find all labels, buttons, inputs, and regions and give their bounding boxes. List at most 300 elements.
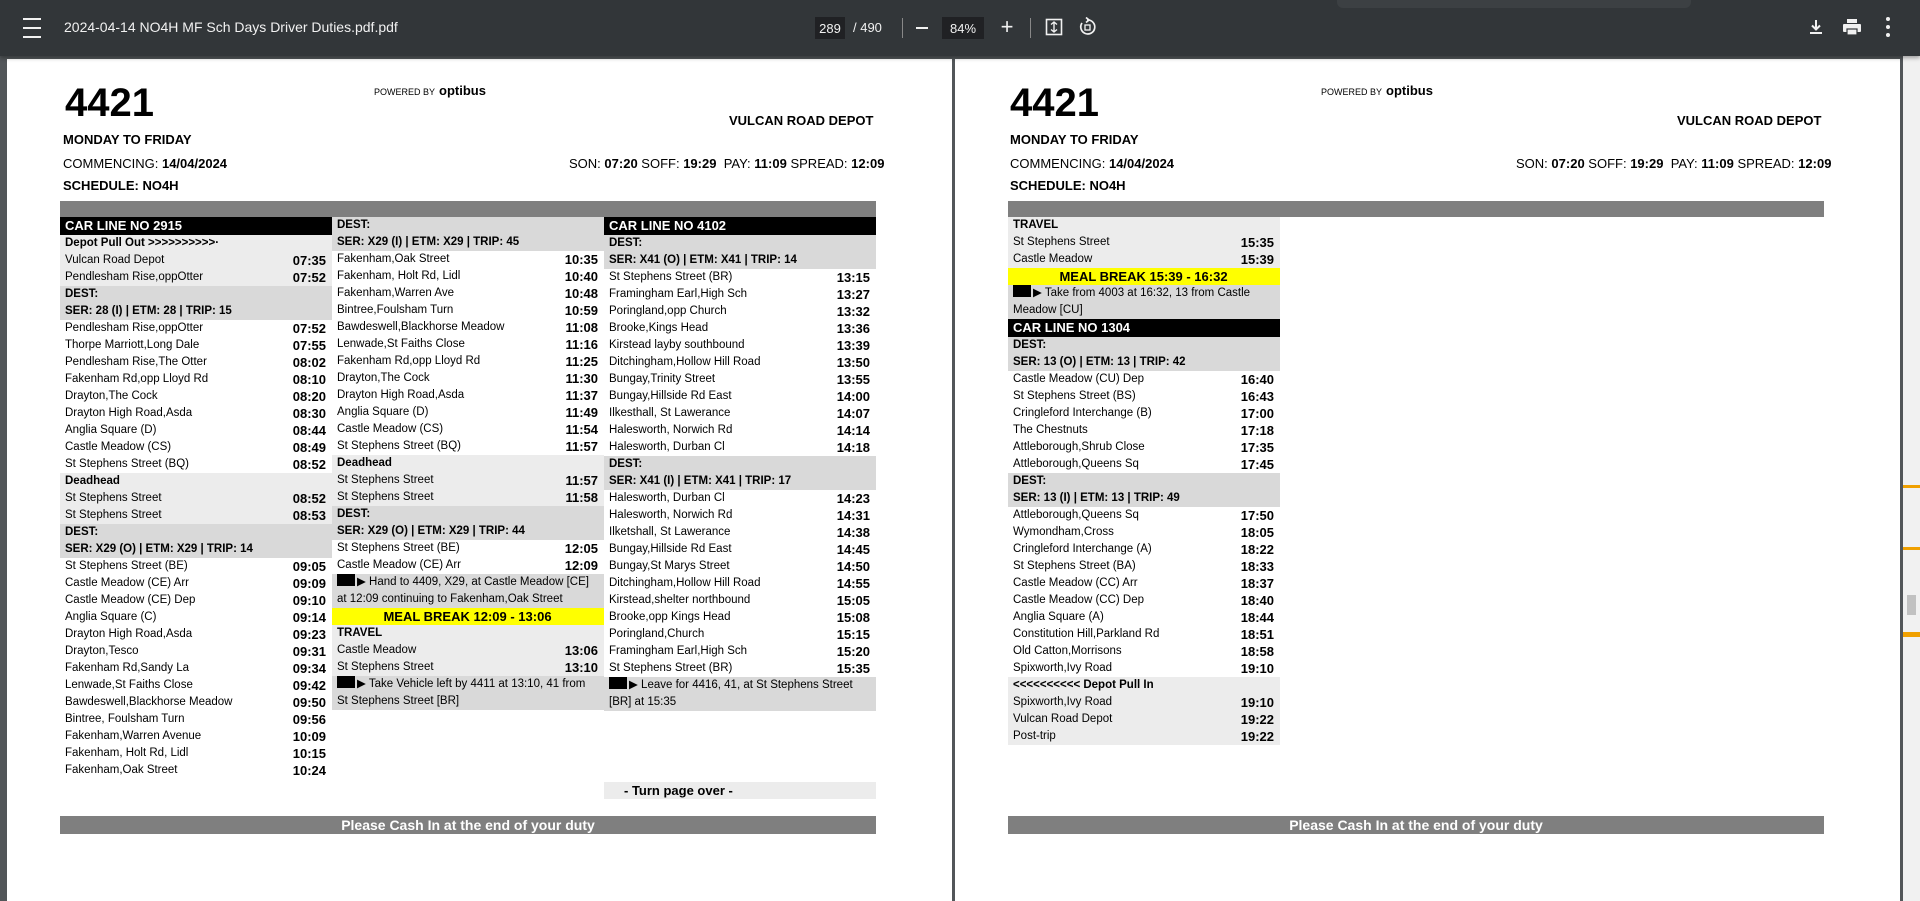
stop-name: DEST: [65, 526, 99, 538]
service-header [60, 286, 332, 303]
stop-time: 17:18 [1240, 423, 1274, 438]
timetable-row [1008, 694, 1280, 711]
stop-name: Drayton,The Cock [337, 372, 430, 384]
pdf-page [7, 59, 952, 901]
schedule-label: SCHEDULE: NO4H [63, 178, 179, 193]
stop-time: 09:14 [292, 610, 326, 625]
stop-time: 08:02 [292, 355, 326, 370]
header-bar [1008, 201, 1824, 217]
stop-time: 07:35 [292, 253, 326, 268]
stop-time: 14:14 [836, 423, 870, 438]
stop-time: 19:22 [1240, 712, 1274, 727]
stop-name: Bintree, Foulsham Turn [65, 713, 185, 725]
stop-name: DEST: [337, 219, 371, 231]
stop-time: 14:31 [836, 508, 870, 523]
timetable-row [604, 337, 876, 354]
timetable-row [604, 558, 876, 575]
timetable-row [332, 540, 604, 557]
stop-name: Castle Meadow (CS) [337, 423, 444, 435]
stop-name: Castle Meadow (CE) Arr [65, 577, 189, 589]
duty-column-2 [332, 217, 604, 710]
timetable-row [332, 489, 604, 506]
note-text: Leave for 4416, 41, at St Stephens Street [BR] at 15:35 [609, 679, 853, 708]
stop-name: Spixworth,Ivy Road [1013, 662, 1113, 674]
duty-column-1 [1008, 217, 1280, 745]
stop-time: 14:55 [836, 576, 870, 591]
stop-time: 18:40 [1240, 593, 1274, 608]
stop-time: 08:52 [292, 491, 326, 506]
stop-name: Castle Meadow (CE) Arr [337, 559, 461, 571]
timetable-row [60, 235, 332, 252]
pdf-page [955, 59, 1900, 901]
stop-name: Brooke,opp Kings Head [609, 611, 731, 623]
timetable-row [332, 353, 604, 370]
note-text: Hand to 4409, X29, at Castle Meadow [CE] at 12:09 continuing to Fakenham,Oak Street [337, 576, 589, 605]
stop-name: Framingham Earl,High Sch [609, 288, 748, 300]
more-icon[interactable] [1884, 17, 1892, 37]
rotate-icon[interactable] [1077, 17, 1097, 37]
timetable-row [332, 336, 604, 353]
timetable-row [332, 370, 604, 387]
zoom-input[interactable] [942, 17, 984, 39]
stop-name: Fakenham,Warren Avenue [65, 730, 202, 742]
page-total: / 490 [853, 20, 882, 35]
stop-name: Cringleford Interchange (A) [1013, 543, 1152, 555]
stop-name: Castle Meadow (CU) Dep [1013, 373, 1145, 385]
stop-time: 13:50 [836, 355, 870, 370]
stop-name: Anglia Square (A) [1013, 611, 1104, 623]
stop-time: 17:45 [1240, 457, 1274, 472]
car-line-header [1008, 319, 1280, 337]
stop-name: CAR LINE NO 2915 [65, 218, 183, 233]
stop-name: Fakenham Rd,opp Lloyd Rd [337, 355, 481, 367]
timetable-row [60, 558, 332, 575]
stop-name: Bungay,Trinity Street [609, 373, 716, 385]
stop-name: Attleborough,Shrub Close [1013, 441, 1145, 453]
stop-name: Pendlesham Rise,oppOtter [65, 271, 204, 283]
stop-time: 08:30 [292, 406, 326, 421]
stop-time: 13:36 [836, 321, 870, 336]
timetable-row [604, 575, 876, 592]
timetable-row [332, 472, 604, 489]
timetable-row [332, 319, 604, 336]
stop-name: Anglia Square (C) [65, 611, 157, 623]
scroll-marker [1903, 547, 1920, 550]
stop-name: Bungay,Hillside Rd East [609, 543, 732, 555]
timetable-row [332, 659, 604, 676]
stop-time: 07:55 [292, 338, 326, 353]
stop-time: 14:00 [836, 389, 870, 404]
stop-name: SER: 13 (I) | ETM: 13 | TRIP: 49 [1013, 492, 1180, 504]
timetable-row [332, 404, 604, 421]
timetable-row [604, 507, 876, 524]
stop-name: Spixworth,Ivy Road [1013, 696, 1113, 708]
stop-time: 11:58 [565, 490, 598, 505]
fit-page-icon[interactable] [1045, 18, 1063, 36]
stop-time: 12:09 [564, 558, 598, 573]
stop-time: 18:44 [1240, 610, 1274, 625]
timetable-row [604, 286, 876, 303]
timetable-row [332, 251, 604, 268]
zoom-out-icon[interactable] [912, 18, 932, 38]
service-header [1008, 490, 1280, 507]
schedule-label: SCHEDULE: NO4H [1010, 178, 1126, 193]
stop-time: 15:15 [836, 627, 870, 642]
timetable-row [604, 609, 876, 626]
stop-name: Constitution Hill,Parkland Rd [1013, 628, 1160, 640]
stop-time: 14:45 [836, 542, 870, 557]
stop-name: Bawdeswell,Blackhorse Meadow [65, 696, 233, 708]
service-header [1008, 337, 1280, 354]
timetable-row [1008, 507, 1280, 524]
stop-time: 18:22 [1240, 542, 1274, 557]
stop-time: 18:58 [1240, 644, 1274, 659]
stop-time: 11:54 [565, 422, 598, 437]
print-icon[interactable] [1842, 17, 1862, 37]
stop-name: SER: X41 (O) | ETM: X41 | TRIP: 14 [609, 254, 797, 266]
stop-name: SER: 28 (I) | ETM: 28 | TRIP: 15 [65, 305, 232, 317]
stop-name: CAR LINE NO 4102 [609, 218, 727, 233]
stop-name: Pendlesham Rise,oppOtter [65, 322, 204, 334]
commencing: COMMENCING: 14/04/2024 [63, 156, 228, 171]
header-bar [60, 201, 876, 217]
stop-time: 12:05 [564, 541, 598, 556]
depot-name: VULCAN ROAD DEPOT [729, 113, 874, 128]
stop-name: Ditchingham,Hollow Hill Road [609, 356, 761, 368]
commencing: COMMENCING: 14/04/2024 [1010, 156, 1175, 171]
stop-time: 15:39 [1240, 252, 1274, 267]
timetable-row [332, 268, 604, 285]
stop-name: Halesworth, Norwich Rd [609, 509, 733, 521]
stop-name: Fakenham Rd,Sandy La [65, 662, 190, 674]
stop-time: 11:57 [565, 439, 598, 454]
timetable-row [60, 643, 332, 660]
stop-name: St Stephens Street (BR) [609, 271, 733, 283]
powered-by: POWERED BY optibus [1321, 83, 1433, 98]
timetable-row [60, 439, 332, 456]
stop-time: 18:51 [1240, 627, 1274, 642]
document-title: 2024-04-14 NO4H MF Sch Days Driver Duties.pdf.pdf [64, 19, 398, 35]
stop-time: 13:15 [836, 270, 870, 285]
timetable-row [60, 252, 332, 269]
turn-page-note: - Turn page over - [604, 782, 876, 799]
timetable-row [604, 592, 876, 609]
stop-name: Halesworth, Durban Cl [609, 492, 725, 504]
stop-name: Halesworth, Norwich Rd [609, 424, 733, 436]
timetable-row [60, 422, 332, 439]
timetable-row [604, 490, 876, 507]
stop-name: Bungay,Hillside Rd East [609, 390, 732, 402]
stop-name: Bawdeswell,Blackhorse Meadow [337, 321, 505, 333]
zoom-in-icon[interactable]: + [1000, 14, 1014, 39]
timetable-row [60, 592, 332, 609]
timetable-row [60, 660, 332, 677]
stop-time: 09:10 [292, 593, 326, 608]
stop-time: 08:20 [292, 389, 326, 404]
stop-name: Anglia Square (D) [337, 406, 429, 418]
duty-column-3 [604, 217, 876, 711]
stop-name: Poringland,opp Church [609, 305, 727, 317]
stop-time: 11:16 [565, 337, 598, 352]
timetable-row [60, 337, 332, 354]
scrollbar[interactable] [1903, 56, 1920, 901]
stop-name: St Stephens Street [337, 474, 434, 486]
stop-name: DEST: [337, 508, 371, 520]
stop-time: 19:22 [1240, 729, 1274, 744]
timetable-row [60, 473, 332, 490]
stop-time: 09:31 [292, 644, 326, 659]
stop-time: 15:05 [836, 593, 870, 608]
stop-time: 11:08 [565, 320, 598, 335]
timetable-row [1008, 217, 1280, 234]
stop-time: 14:18 [836, 440, 870, 455]
stop-name: Halesworth, Durban Cl [609, 441, 725, 453]
timetable-row [1008, 456, 1280, 473]
stop-time: 10:59 [564, 303, 598, 318]
stop-time: 07:52 [292, 321, 326, 336]
stop-time: 13:10 [564, 660, 598, 675]
stop-name: Ilketshall, St Lawerance [609, 526, 731, 538]
timetable-row [332, 421, 604, 438]
timetable-row [1008, 422, 1280, 439]
car-line-header [60, 217, 332, 235]
car-line-header [604, 217, 876, 235]
stop-name: Drayton High Road,Asda [65, 628, 193, 640]
stop-name: Kirstead,shelter northbound [609, 594, 751, 606]
timetable-row [1008, 677, 1280, 694]
stop-time: 09:05 [292, 559, 326, 574]
arrow-icon [1013, 285, 1031, 297]
timetable-row [604, 626, 876, 643]
timetable-row [604, 354, 876, 371]
stop-time: 14:50 [836, 559, 870, 574]
timetable-row [60, 626, 332, 643]
stop-name: Drayton,Tesco [65, 645, 139, 657]
stop-name: MEAL BREAK 12:09 - 13:06 [383, 609, 552, 624]
stop-name: Drayton High Road,Asda [337, 389, 465, 401]
stop-time: 08:53 [292, 508, 326, 523]
stop-time: 08:52 [292, 457, 326, 472]
duty-column-1 [60, 217, 332, 779]
timetable-row [1008, 728, 1280, 745]
timetable-row [60, 507, 332, 524]
handover-note [332, 676, 604, 710]
timetable-row [1008, 541, 1280, 558]
stop-time: 14:38 [836, 525, 870, 540]
stop-time: 09:09 [292, 576, 326, 591]
stop-name: MEAL BREAK 15:39 - 16:32 [1059, 269, 1228, 284]
depot-name: VULCAN ROAD DEPOT [1677, 113, 1822, 128]
stop-name: Poringland,Church [609, 628, 705, 640]
timetable-row [604, 405, 876, 422]
stop-name: CAR LINE NO 1304 [1013, 320, 1131, 335]
stop-name: St Stephens Street [1013, 236, 1110, 248]
stop-time: 08:49 [292, 440, 326, 455]
stop-name: Wymondham,Cross [1013, 526, 1114, 538]
days-label: MONDAY TO FRIDAY [63, 132, 192, 147]
stop-time: 17:35 [1240, 440, 1274, 455]
stop-time: 11:57 [565, 473, 598, 488]
stop-name: Drayton,The Cock [65, 390, 158, 402]
service-header [1008, 473, 1280, 490]
service-header [60, 524, 332, 541]
timetable-row [1008, 643, 1280, 660]
timetable-row [1008, 660, 1280, 677]
pdf-toolbar [0, 0, 1920, 56]
stop-time: 07:52 [292, 270, 326, 285]
timetable-row [332, 557, 604, 574]
timetable-row [60, 388, 332, 405]
handover-note [332, 574, 604, 608]
stop-name: St Stephens Street [337, 491, 434, 503]
stop-name: Brooke,Kings Head [609, 322, 709, 334]
service-header [332, 523, 604, 540]
timetable-row [60, 269, 332, 286]
play-icon: ▶ [629, 679, 642, 691]
timetable-row [1008, 558, 1280, 575]
stop-time: 08:44 [292, 423, 326, 438]
stop-name: DEST: [1013, 339, 1047, 351]
stop-time: 10:24 [292, 763, 326, 778]
stop-time: 19:10 [1240, 695, 1274, 710]
timetable-row [604, 269, 876, 286]
stop-time: 18:37 [1240, 576, 1274, 591]
stop-name: Ditchingham,Hollow Hill Road [609, 577, 761, 589]
stop-time: 13:55 [836, 372, 870, 387]
duty-number: 4421 [1010, 81, 1099, 125]
timetable-row [60, 762, 332, 779]
stop-name: Ilkesthall, St Lawerance [609, 407, 731, 419]
stop-name: TRAVEL [337, 627, 383, 639]
stop-name: SER: X29 (O) | ETM: X29 | TRIP: 14 [65, 543, 253, 555]
stop-time: 10:35 [564, 252, 598, 267]
stop-name: DEST: [1013, 475, 1047, 487]
stop-time: 17:50 [1240, 508, 1274, 523]
stop-time: 09:23 [292, 627, 326, 642]
stop-time: 13:32 [836, 304, 870, 319]
stop-time: 16:40 [1240, 372, 1274, 387]
timetable-row [604, 643, 876, 660]
play-icon: ▶ [357, 678, 369, 690]
stop-name: Fakenham,Oak Street [337, 253, 450, 265]
stop-name: St Stephens Street (BA) [1013, 560, 1136, 572]
timetable-row [604, 320, 876, 337]
stop-name: DEST: [609, 237, 643, 249]
stop-name: Castle Meadow [1013, 253, 1093, 265]
stop-name: Bintree,Foulsham Turn [337, 304, 454, 316]
page-number-input[interactable] [815, 17, 845, 39]
timetable-row [60, 405, 332, 422]
timetable-row [332, 455, 604, 472]
stop-name: Castle Meadow (CC) Dep [1013, 594, 1145, 606]
stop-time: 18:33 [1240, 559, 1274, 574]
service-header [332, 234, 604, 251]
timetable-row [60, 728, 332, 745]
toolbar-divider [1030, 18, 1031, 38]
timetable-row [1008, 711, 1280, 728]
stop-time: 13:06 [564, 643, 598, 658]
timetable-row [332, 302, 604, 319]
timetable-row [60, 694, 332, 711]
timetable-row [1008, 234, 1280, 251]
stop-name: St Stephens Street (BQ) [337, 440, 462, 452]
stop-name: St Stephens Street (BS) [1013, 390, 1136, 402]
stop-time: 14:23 [836, 491, 870, 506]
stop-name: Fakenham, Holt Rd, Lidl [337, 270, 461, 282]
stop-name: Kirstead layby southbound [609, 339, 745, 351]
overlay-shadow [1337, 0, 1691, 8]
stop-name: Castle Meadow [337, 644, 417, 656]
timetable-row [332, 285, 604, 302]
timetable-row [604, 303, 876, 320]
timetable-row [604, 388, 876, 405]
stop-time: 18:05 [1240, 525, 1274, 540]
duty-times: SON: 07:20 SOFF: 19:29 PAY: 11:09 SPREAD: 12:09 [1516, 156, 1832, 171]
timetable-row [1008, 592, 1280, 609]
footer-bar: Please Cash In at the end of your duty [60, 816, 876, 834]
timetable-row [604, 422, 876, 439]
stop-name: Castle Meadow (CE) Dep [65, 594, 196, 606]
timetable-row [1008, 626, 1280, 643]
timetable-row [60, 456, 332, 473]
timetable-row [60, 320, 332, 337]
timetable-row [1008, 575, 1280, 592]
timetable-row [1008, 609, 1280, 626]
stop-name: Castle Meadow (CC) Arr [1013, 577, 1138, 589]
timetable-row [1008, 524, 1280, 541]
stop-name: Lenwade,St Faiths Close [337, 338, 465, 350]
stop-name: <<<<<<<<<< Depot Pull In [1013, 679, 1154, 691]
stop-time: 10:40 [564, 269, 598, 284]
menu-icon[interactable] [20, 18, 44, 38]
timetable-row [60, 354, 332, 371]
stop-name: TRAVEL [1013, 219, 1059, 231]
stop-name: Lenwade,St Faiths Close [65, 679, 193, 691]
timetable-row [332, 642, 604, 659]
stop-name: Bungay,St Marys Street [609, 560, 730, 572]
timetable-row [604, 541, 876, 558]
timetable-row [604, 371, 876, 388]
stop-time: 09:50 [292, 695, 326, 710]
download-icon[interactable] [1806, 17, 1826, 37]
arrow-icon [609, 677, 627, 689]
timetable-row [60, 371, 332, 388]
stop-time: 10:09 [292, 729, 326, 744]
stop-name: Deadhead [337, 457, 392, 469]
stop-time: 11:49 [565, 405, 598, 420]
stop-time: 11:30 [565, 371, 598, 386]
stop-time: 13:39 [836, 338, 870, 353]
stop-time: 09:56 [292, 712, 326, 727]
stop-name: Attleborough,Queens Sq [1013, 509, 1139, 521]
scroll-thumb[interactable] [1907, 595, 1916, 615]
footer-bar: Please Cash In at the end of your duty [1008, 816, 1824, 834]
timetable-row [60, 575, 332, 592]
stop-time: 11:37 [565, 388, 598, 403]
play-icon: ▶ [1033, 287, 1045, 299]
stop-time: 14:07 [836, 406, 870, 421]
service-header [1008, 354, 1280, 371]
stop-name: Castle Meadow (CS) [65, 441, 172, 453]
stop-name: SER: X29 (I) | ETM: X29 | TRIP: 45 [337, 236, 520, 248]
stop-name: St Stephens Street (BQ) [65, 458, 190, 470]
stop-name: Post-trip [1013, 730, 1056, 742]
meal-break [332, 608, 604, 625]
stop-name: Vulcan Road Depot [65, 254, 165, 266]
timetable-row [604, 660, 876, 677]
timetable-row [604, 524, 876, 541]
stop-name: Attleborough,Queens Sq [1013, 458, 1139, 470]
